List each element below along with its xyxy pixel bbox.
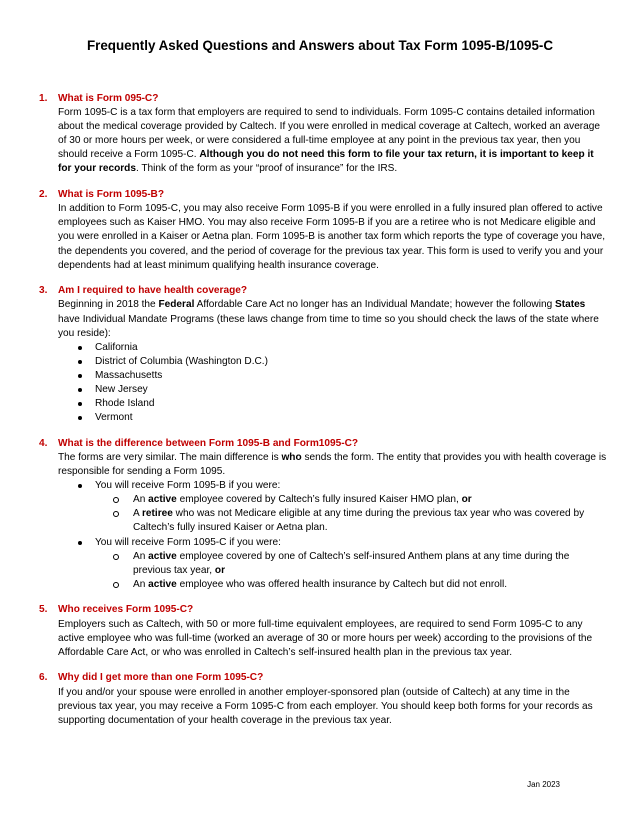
faq-section-6 [39, 671, 609, 727]
question-text: Why did I get more than one Form 1095-C? [58, 672, 264, 684]
answer-paragraph: Employers such as Caltech, with 50 or more full-time equivalent employees, are required to send Form 1095-C to any active employee who was full-time (worked an average of 30 or more hours per week) according to the provisions of the Affordable Care Act, or who was enrolled in Caltech’s self-insured health plan in the previous tax year. [58, 618, 593, 658]
list-item [78, 536, 609, 592]
question-text: What is Form 1095-B? [58, 189, 165, 201]
item-text: A [133, 508, 142, 520]
item-text: employee covered by Caltech’s fully insured Kaiser HMO plan, [176, 494, 462, 506]
question-text: What is Form 095-C? [58, 93, 159, 104]
question-number: 5. [39, 604, 48, 616]
answer-paragraph: In addition to Form 1095-C, you may also receive Form 1095-B if you were enrolled in a fully insured plan offered to active employees such as Kaiser HMO. You may also receive Form 1095-B if you are a retiree who is not Medicare eligible and you were enrolled in a Kaiser or Aetna plan. Form 1095-B is another tax form which reports the type of coverage you have, the dependents you covered, and the period of coverage for the previous tax year. This form is used to verify you and your dependents had at least minimum qualifying health insurance coverage. [58, 203, 606, 271]
answer-emphasis: States [555, 299, 586, 311]
answer-paragraph [58, 106, 609, 176]
list-item-label: You will receive Form 1095-C if you were: [95, 536, 281, 548]
faq-section-4 [39, 437, 609, 592]
answer-text-end: . Think of the form as your “proof of insurance” for the IRS. [135, 163, 398, 175]
answer-paragraph [58, 451, 609, 479]
answer-paragraph [58, 298, 609, 340]
answer-emphasis: Although you do not need this form to file your tax return, it is important to keep it for your records [58, 149, 594, 175]
answer-text: The forms are very similar. The main difference is [58, 451, 282, 463]
list-item [78, 479, 609, 535]
list-item: Rhode Island [78, 397, 609, 411]
item-text: An [133, 550, 149, 562]
list-item: District of Columbia (Washington D.C.) [78, 355, 609, 369]
question-heading [39, 284, 609, 298]
question-number: 6. [39, 672, 48, 684]
answer [39, 298, 609, 425]
sub-list [95, 550, 609, 592]
item-text: An [133, 494, 149, 506]
sub-list-item [113, 493, 609, 507]
list-item: California [78, 341, 609, 355]
document-title: Frequently Asked Questions and Answers about Tax Form 1095-B/1095-C [86, 38, 554, 53]
list-item: Vermont [78, 411, 609, 425]
answer [39, 106, 609, 176]
question-number: 3. [39, 285, 48, 297]
faq-section-1 [39, 92, 609, 177]
question-heading [39, 437, 609, 451]
answer [39, 202, 609, 272]
answer-text: Beginning in 2018 the [58, 299, 159, 311]
question-heading [39, 92, 609, 106]
question-heading [39, 671, 609, 685]
item-text: An [133, 578, 149, 590]
item-emphasis: retiree [141, 508, 173, 520]
question-heading [39, 603, 609, 617]
answer-emphasis: who [281, 451, 302, 463]
faq-content [39, 92, 609, 739]
list-item-label: You will receive Form 1095-B if you were: [95, 480, 281, 492]
answer [39, 686, 609, 728]
faq-section-3 [39, 284, 609, 425]
question-number: 4. [39, 437, 48, 449]
item-emphasis: or [214, 564, 226, 576]
item-text: who was not Medicare eligible at any time during the previous tax year who was covered by Caltech’s fully insured Kaiser or Aetna plan. [133, 508, 585, 534]
answer [39, 618, 609, 660]
answer [39, 451, 609, 592]
list-item: New Jersey [78, 383, 609, 397]
sub-list [95, 493, 609, 535]
question-text: Am I required to have health coverage? [58, 285, 248, 297]
question-number: 2. [39, 189, 48, 201]
question-text: Who receives Form 1095-C? [58, 604, 194, 616]
answer-text-end: sends the form. The entity that provides you with health coverage is responsible for sending a Form 1095. [58, 451, 607, 478]
form-difference-list [58, 479, 609, 592]
answer-text: Form 1095-C is a tax form that employers are required to send to individuals. Form 1095-C contains detailed information about the medical coverage provided by Caltech. If you were enrolled in medical coverage at Caltech, worked an average of 30 or more hours per week, or were considered a full-time employee at any point in the previous tax year, then you should receive a Form 1095-C. [58, 107, 601, 161]
answer-text-end: have Individual Mandate Programs (these laws change from time to time so you should check the laws of the state where you reside): [58, 313, 599, 339]
sub-list-item [113, 578, 609, 592]
sub-list-item [113, 507, 609, 535]
list-item: Massachusetts [78, 369, 609, 383]
question-text: What is the difference between Form 1095-B and Form1095-C? [58, 437, 359, 449]
item-text: employee who was offered health insurance by Caltech but did not enroll. [176, 578, 508, 590]
item-text: employee covered by one of Caltech’s self-insured Anthem plans at any time during the previous tax year, [133, 550, 570, 576]
answer-text: Affordable Care Act no longer has an Individual Mandate; however the following [194, 299, 555, 311]
item-emphasis: active [148, 494, 177, 506]
item-emphasis: active [148, 550, 177, 562]
states-list [58, 341, 609, 426]
answer-paragraph: If you and/or your spouse were enrolled in another employer-sponsored plan (outside of Caltech) at any time in the previous tax year, you may receive a Form 1095-C from each employer. You should keep both forms for your records as supporting documentation of your health coverage in the previous tax year. [58, 686, 593, 726]
sub-list-item [113, 550, 609, 578]
footer-date: Jan 2023 [527, 780, 560, 789]
faq-section-2 [39, 188, 609, 273]
question-number: 1. [39, 93, 48, 104]
item-emphasis: or [461, 494, 472, 506]
faq-section-5 [39, 603, 609, 659]
question-heading [39, 188, 609, 202]
item-emphasis: active [148, 578, 177, 590]
answer-emphasis: Federal [158, 299, 195, 311]
